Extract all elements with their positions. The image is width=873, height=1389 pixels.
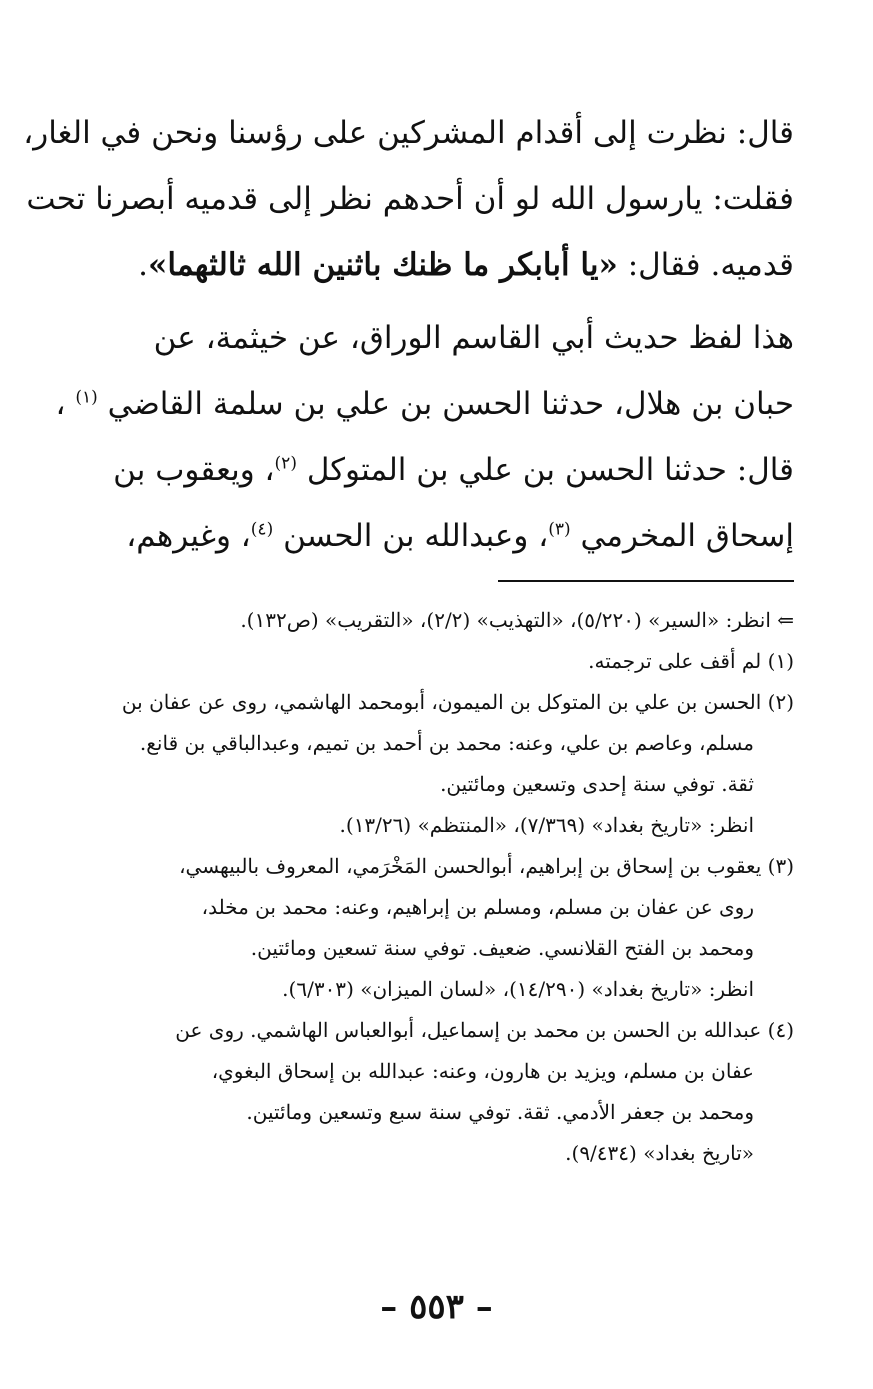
text-segment: ، وغيرهم، <box>126 518 251 554</box>
text-line: فقلت: يارسول الله لو أن أحدهم نظر إلى قدميه أبصرنا تحت <box>26 181 794 217</box>
footnote-2-line: مسلم، وعاصم بن علي، وعنه: محمد بن أحمد بن تميم، وعبدالباقي بن قانع. <box>139 731 754 755</box>
text-line: قال: نظرت إلى أقدام المشركين على رؤسنا ونحن في الغار، <box>23 115 794 151</box>
text-segment: ، <box>55 386 66 422</box>
footnote-2-line: (٢) الحسن بن علي بن المتوكل بن الميمون، أبومحمد الهاشمي، روى عن عفان بن <box>121 690 794 714</box>
text-line <box>80 437 794 503</box>
footnote-3-line: ومحمد بن الفتح القلانسي. ضعيف. توفي سنة تسعين ومائتين. <box>250 936 754 960</box>
text-segment: ، وعبدالله بن الحسن <box>283 518 549 554</box>
footnote-marker: (٤) <box>250 519 274 540</box>
text-line <box>80 503 794 569</box>
footnote-marker: (٣) <box>548 519 571 540</box>
footnote-4-line: (٤) عبدالله بن الحسن بن محمد بن إسماعيل، أبوالعباس الهاشمي. روى عن <box>175 1018 794 1042</box>
text-line <box>80 232 794 298</box>
text-segment: إسحاق المخرمي <box>580 518 794 554</box>
main-paragraph-2 <box>55 305 794 569</box>
text-segment: قدميه. فقال: <box>617 247 794 283</box>
page-number: – ٥٥٣ – <box>380 1287 493 1327</box>
footnote-3-line: (٣) يعقوب بن إسحاق بن إبراهيم، أبوالحسن المَخْرَمي، المعروف بالبيهسي، <box>179 854 794 878</box>
text-line <box>55 371 794 437</box>
text-segment: . <box>138 247 149 283</box>
footnote-marker: (١) <box>75 387 98 408</box>
footnote-4-line: ومحمد بن جعفر الأدمي. ثقة. توفي سنة سبع وتسعين ومائتين. <box>246 1100 754 1124</box>
footnote-3-line: روى عن عفان بن مسلم، ومسلم بن إبراهيم، وعنه: محمد بن مخلد، <box>201 895 754 919</box>
text-segment: قال: حدثنا الحسن بن علي بن المتوكل <box>306 452 794 488</box>
footnote-marker: (٢) <box>274 453 297 474</box>
text-segment: ، ويعقوب بن <box>113 452 275 488</box>
text-segment: حبان بن هلال، حدثنا الحسن بن علي بن سلمة القاضي <box>107 386 794 422</box>
footnote-4-line: «تاريخ بغداد» (٩/٤٣٤). <box>565 1141 754 1165</box>
footnote-divider <box>498 580 794 582</box>
footnote-2-line: ثقة. توفي سنة إحدى وتسعين ومائتين. <box>440 772 754 796</box>
footnotes-section <box>80 600 794 1174</box>
main-paragraph-1 <box>23 100 794 298</box>
footnote-1: (١) لم أقف على ترجمته. <box>588 649 794 673</box>
hadith-quote: «يا أبابكر ما ظنك باثنين الله ثالثهما» <box>148 247 618 283</box>
footnote-continuation: ⇐ انظر: «السير» (٥/٢٢٠)، «التهذيب» (٢/٢)، «التقريب» (ص١٣٢). <box>240 608 794 632</box>
footnote-2-line: انظر: «تاريخ بغداد» (٧/٣٦٩)، «المنتظم» (١٣/٢٦). <box>339 813 754 837</box>
text-line: هذا لفظ حديث أبي القاسم الوراق، عن خيثمة، عن <box>153 320 794 356</box>
footnote-3-line: انظر: «تاريخ بغداد» (١٤/٢٩٠)، «لسان الميزان» (٦/٣٠٣). <box>282 977 754 1001</box>
footnote-4-line: عفان بن مسلم، ويزيد بن هارون، وعنه: عبدالله بن إسحاق البغوي، <box>211 1059 754 1083</box>
